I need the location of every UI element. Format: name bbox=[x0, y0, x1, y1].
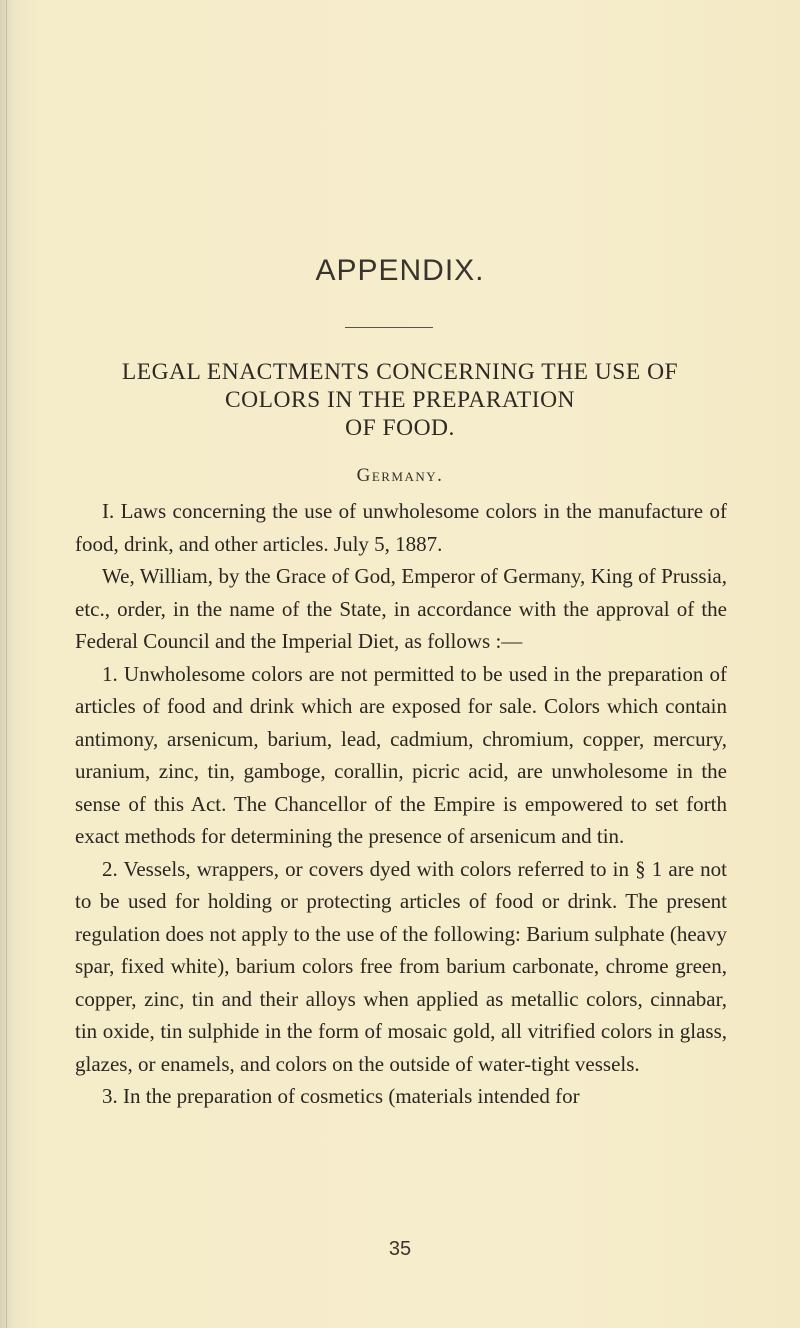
divider-rule bbox=[345, 327, 433, 328]
appendix-title: APPENDIX. bbox=[315, 254, 485, 287]
main-heading-line-3: OF FOOD. bbox=[345, 415, 455, 441]
paragraph-section-2: 2. Vessels, wrappers, or covers dyed with colors referred to in § 1 are not to be used for holding or protecting articles of food or drink. The present regulation does not apply to the use of the following: Barium sulphate (heavy spar, fixed white), barium colors free from barium carbonate, chrome green, copper, zinc, tin and their alloys when applied as metallic colors, cinnabar, tin oxide, tin sulphide in the form of mosaic gold, all vitrified colors in glass, glazes, or enamels, and colors on the outside of water-tight vessels. bbox=[75, 856, 727, 1076]
main-heading-line-1: LEGAL ENACTMENTS CONCERNING THE USE OF bbox=[121, 359, 679, 385]
page-edge-shadow bbox=[6, 0, 7, 1328]
section-heading-country: Germany. bbox=[356, 465, 444, 486]
main-heading bbox=[40, 358, 760, 442]
paragraph-preamble: We, William, by the Grace of God, Emperor of Germany, King of Prussia, etc., order, in the name of the State, in accordance with the approval of the Federal Council and the Imperial Diet, as follows :— bbox=[75, 564, 727, 653]
page-number: 35 bbox=[388, 1238, 412, 1260]
paragraph-law-title: I. Laws concerning the use of unwholesome colors in the manufacture of food, drink, and other articles. July 5, 1887. bbox=[75, 499, 727, 556]
paragraph-section-3: 3. In the preparation of cosmetics (materials intended for bbox=[102, 1084, 580, 1108]
paragraph-section-1: 1. Unwholesome colors are not permitted to be used in the preparation of articles of food and drink which are exposed for sale. Colors which contain antimony, arsenicum, barium, lead, cadmium, chromium, copper, mercury, uranium, zinc, tin, gamboge, corallin, picric acid, are unwholesome in the sense of this Act. The Chancellor of the Empire is empowered to set forth exact methods for determining the presence of arsenicum and tin. bbox=[75, 661, 727, 848]
body-text bbox=[75, 495, 727, 1113]
main-heading-line-2: COLORS IN THE PREPARATION bbox=[224, 387, 576, 413]
